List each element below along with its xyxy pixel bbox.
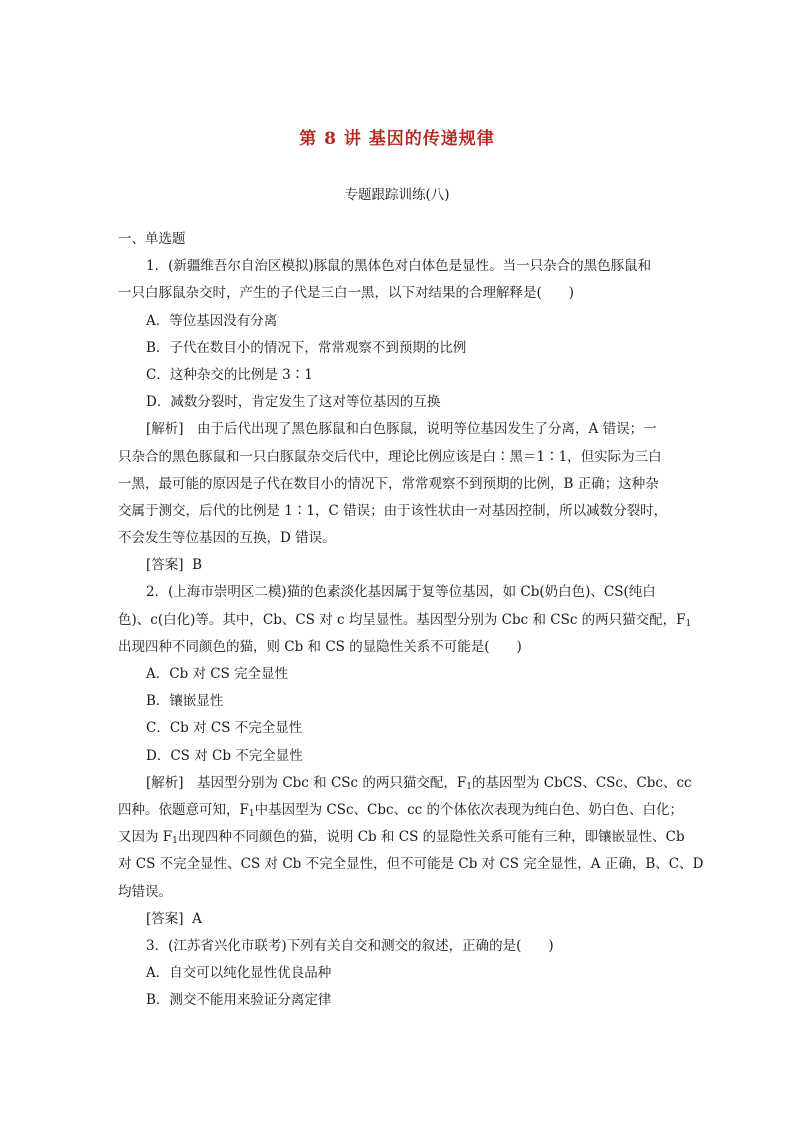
question-stem-line: 2．(上海市崇明区二模)猫的色素淡化基因属于复等位基因，如 Cb(奶白色)、CS(纯白 (146, 584, 656, 601)
document-body (118, 226, 704, 1014)
analysis-label: [解析] (146, 774, 184, 791)
answer-label: [答案] (146, 910, 184, 927)
analysis-text: 由于后代出现了黑色豚鼠和白色豚鼠，说明等位基因发生了分离，A 错误；一 (183, 421, 657, 438)
analysis-line: [解析] 基因型分别为 Cbc 和 CSc 的两只猫交配，$F_1$的基因型为 CbCS、CSc、Cbc、cc (146, 774, 692, 792)
answer-value: A (192, 910, 202, 927)
analysis-line: 均错误。 (118, 883, 172, 900)
answer-line (118, 906, 678, 933)
question-3 (118, 933, 678, 1015)
question-stem-line: 一只白豚鼠杂交时，产生的子代是三白一黑，以下对结果的合理解释是( ) (118, 285, 575, 302)
analysis-line: 交属于测交，后代的比例是 1∶1，C 错误；由于该性状由一对基因控制，所以减数分裂时， (118, 502, 668, 519)
option-a: A．等位基因没有分离 (146, 312, 278, 329)
option-a: A．自交可以纯化显性优良品种 (146, 965, 332, 982)
answer-label: [答案] (146, 557, 184, 574)
analysis-line (118, 416, 678, 443)
question-stem-line: 1．(新疆维吾尔自治区模拟)豚鼠的黑体色对白体色是显性。当一只杂合的黑色豚鼠和 (146, 258, 652, 275)
question-stem-line: 3．(江苏省兴化市联考)下列有关自交和测交的叙述，正确的是( ) (146, 937, 554, 954)
question-stem-line: 色)、c(白化)等。其中，Cb、CS 对 c 均呈显性。基因型分别为 Cbc 和 CSc 的两只猫交配，$F_1$ (118, 611, 692, 629)
page-subtitle: 专题跟踪训练(八) (344, 187, 450, 203)
option-b: B．测交不能用来验证分离定律 (146, 992, 332, 1009)
analysis-line: 一黑，最可能的原因是子代在数目小的情况下，常常观察不到预期的比例，B 正确；这种杂 (118, 475, 659, 492)
subscript: 1 (685, 618, 692, 629)
analysis-line: 不会发生等位基因的互换，D 错误。 (118, 530, 336, 547)
question-stem-line: 出现四种不同颜色的猫，则 Cb 和 CS 的显隐性关系不可能是( ) (118, 638, 522, 655)
question-2 (118, 579, 704, 932)
analysis-line: 只杂合的黑色豚鼠和一只白豚鼠杂交后代中，理论比例应该是白∶黑＝1∶1，但实际为三白 (118, 448, 662, 465)
option-c: C．这种杂交的比例是 3∶1 (146, 366, 313, 383)
answer-line (118, 552, 678, 579)
page-title: 第 8 讲 基因的传递规律 (299, 129, 495, 149)
option-c: C．Cb 对 CS 不完全显性 (146, 720, 303, 737)
question-1 (118, 253, 678, 579)
analysis-line: 四种。依题意可知，$F_1$中基因型为 CSc、Cbc、cc 的个体依次表现为纯白色、奶白色、白化； (118, 801, 683, 819)
option-a: A．Cb 对 CS 完全显性 (146, 666, 289, 682)
option-d: D．CS 对 Cb 不完全显性 (146, 747, 303, 764)
analysis-label: [解析] (146, 421, 184, 438)
answer-value: B (192, 557, 203, 574)
analysis-line: 对 CS 不完全显性、CS 对 Cb 不完全显性，但不可能是 Cb 对 CS 完全显性，A 正确，B、C、D (118, 856, 704, 873)
option-d: D．减数分裂时，肯定发生了这对等位基因的互换 (146, 394, 441, 411)
section-heading: 一、单选题 (118, 231, 186, 247)
option-b: B．镶嵌显性 (146, 693, 224, 710)
analysis-line: 又因为 $F_1$出现四种不同颜色的猫，说明 Cb 和 CS 的显隐性关系可能有三种，即镶嵌显性、Cb (118, 829, 685, 847)
option-b: B．子代在数目小的情况下，常常观察不到预期的比例 (146, 339, 467, 356)
